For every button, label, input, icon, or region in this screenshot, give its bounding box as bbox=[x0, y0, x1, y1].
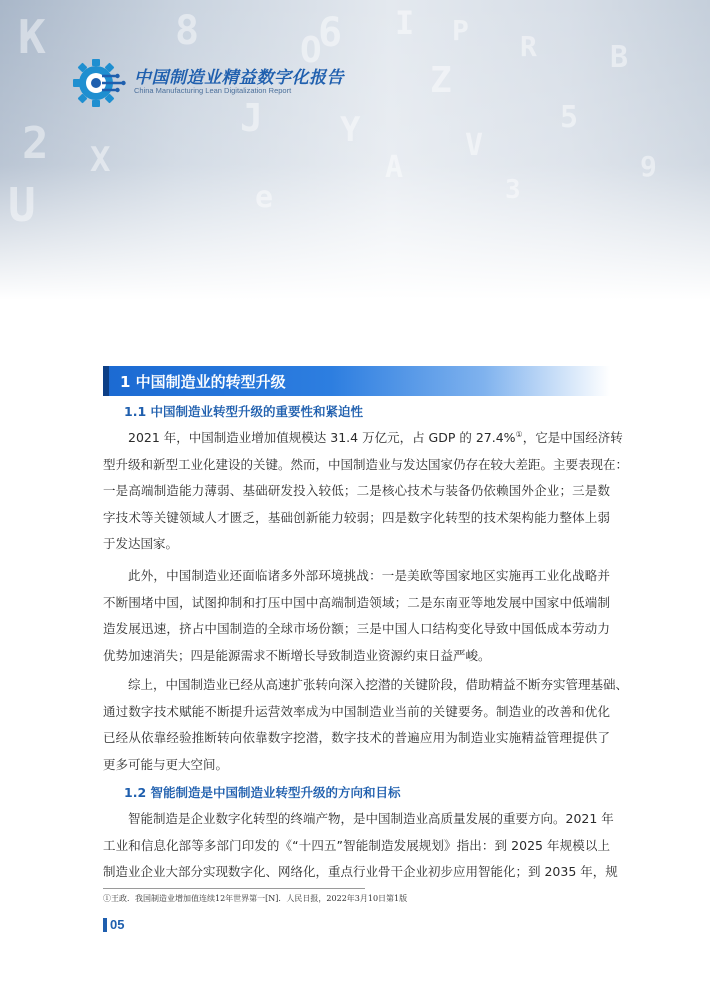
paragraph-line: 通过数字技术赋能不断提升运营效率成为中国制造业当前的关键要务。制造业的改善和优化 bbox=[103, 703, 610, 719]
report-subtitle: China Manufacturing Lean Digitalization Report bbox=[134, 86, 292, 95]
paragraph-2 bbox=[103, 563, 610, 669]
subsection-heading-1-1: 1.1 中国制造业转型升级的重要性和紧迫性 bbox=[124, 404, 363, 419]
bg-glyph: U bbox=[8, 178, 36, 232]
line-text: 2021 年，中国制造业增加值规模达 31.4 万亿元，占 GDP 的 27.4% bbox=[128, 430, 516, 445]
footnote: ①王政．我国制造业增加值连续12年世界第一[N]．人民日报，2022年3月10日第1版 bbox=[103, 894, 408, 903]
bg-glyph: B bbox=[610, 40, 629, 75]
section-heading: 1 中国制造业的转型升级 bbox=[120, 373, 286, 391]
page-number-mark bbox=[103, 918, 107, 932]
bg-glyph: Z bbox=[430, 60, 452, 101]
bg-glyph: 3 bbox=[505, 175, 521, 205]
paragraph-3 bbox=[103, 672, 629, 778]
bg-glyph: 2 bbox=[22, 118, 49, 169]
footnote-mark: ① bbox=[515, 429, 523, 439]
bg-glyph: X bbox=[90, 140, 111, 180]
bg-glyph: V bbox=[465, 128, 484, 163]
bg-glyph: e bbox=[255, 180, 274, 215]
paragraph-line: 已经从依靠经验推断转向依靠数字挖潜，数字技术的普遍应用为制造业实施精益管理提供了 bbox=[103, 730, 610, 745]
paragraph-line bbox=[103, 425, 623, 452]
bg-glyph: 8 bbox=[175, 8, 200, 54]
header-banner bbox=[0, 0, 710, 300]
bg-glyph: J bbox=[240, 96, 263, 140]
paragraph-line: 一是高端制造能力薄弱、基础研发投入较低；二是核心技术与装备仍依赖国外企业；三是数 bbox=[103, 483, 610, 498]
report-logo bbox=[72, 58, 372, 108]
bg-glyph: I bbox=[395, 4, 415, 42]
paragraph-line: 智能制造是企业数字化转型的终端产物，是中国制造业高质量发展的重要方向。2021 年 bbox=[128, 811, 614, 826]
bg-glyph: O bbox=[300, 30, 322, 71]
section-heading-mark bbox=[103, 366, 109, 396]
report-title: 中国制造业精益数字化报告 bbox=[134, 68, 344, 88]
footnote-divider bbox=[103, 888, 365, 889]
line-text: ，它是中国经济转 bbox=[522, 430, 623, 445]
bg-glyph: 6 bbox=[318, 10, 343, 56]
page-number: 05 bbox=[110, 917, 125, 932]
bg-glyph: A bbox=[385, 150, 404, 185]
paragraph-line: 于发达国家。 bbox=[103, 536, 179, 551]
paragraph-4 bbox=[103, 806, 618, 886]
paragraph-line: 不断围堵中国，试图抑制和打压中国中高端制造领域；二是东南亚等地发展中国家中低端制 bbox=[103, 594, 610, 610]
paragraph-1 bbox=[103, 425, 629, 558]
paragraph-line: 更多可能与更大空间。 bbox=[103, 756, 229, 772]
bg-glyph: 5 bbox=[560, 100, 579, 135]
paragraph-line: 综上，中国制造业已经从高速扩张转向深入挖潜的关键阶段，借助精益不断夯实管理基础、 bbox=[128, 677, 629, 692]
paragraph-line: 制造业企业大部分实现数字化、网络化，重点行业骨干企业初步应用智能化；到 2035 年，规 bbox=[103, 864, 618, 879]
paragraph-line: 工业和信息化部等多部门印发的《“十四五”智能制造发展规划》指出：到 2025 年规模以上 bbox=[103, 837, 610, 853]
bg-glyph: K bbox=[18, 10, 46, 64]
paragraph-line: 造发展迅速，挤占中国制造的全球市场份额；三是中国人口结构变化导致中国低成本劳动力 bbox=[103, 621, 610, 636]
gear-circuit-icon bbox=[72, 58, 128, 108]
bg-glyph: R bbox=[520, 30, 537, 63]
bg-glyph: P bbox=[452, 14, 469, 47]
subsection-heading-1-2: 1.2 智能制造是中国制造业转型升级的方向和目标 bbox=[124, 785, 401, 800]
paragraph-line: 优势加速消失；四是能源需求不断增长导致制造业资源约束日益严峻。 bbox=[103, 647, 491, 663]
paragraph-line: 字技术等关键领域人才匮乏，基础创新能力较弱；四是数字化转型的技术架构能力整体上弱 bbox=[103, 509, 610, 525]
bg-glyph: 9 bbox=[640, 150, 657, 183]
bg-glyph: Y bbox=[340, 110, 361, 150]
paragraph-line: 此外，中国制造业还面临诸多外部环境挑战：一是美欧等国家地区实施再工业化战略并 bbox=[128, 568, 610, 583]
paragraph-line: 型升级和新型工业化建设的关键。然而，中国制造业与发达国家仍存在较大差距。主要表现在： bbox=[103, 456, 629, 472]
